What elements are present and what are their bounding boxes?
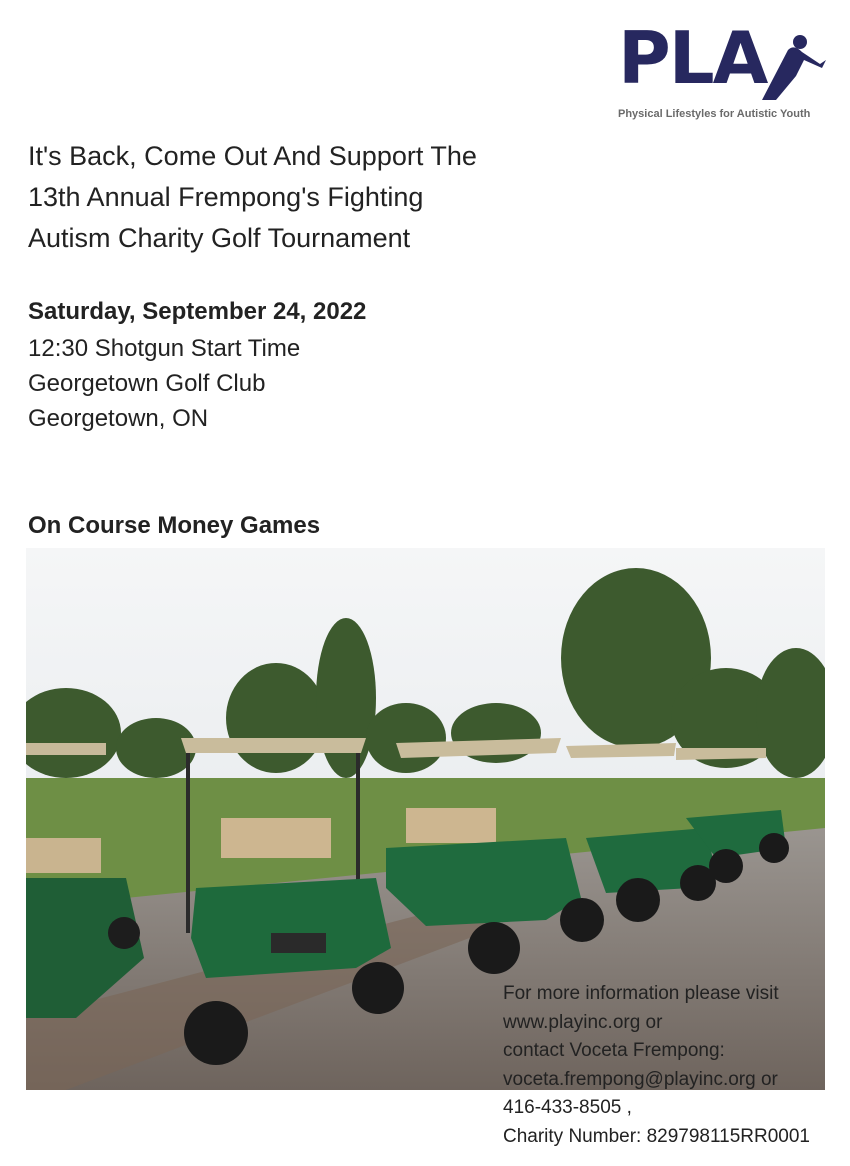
event-venue: Georgetown Golf Club <box>28 370 266 397</box>
headline-line: Autism Charity Golf Tournament <box>28 223 411 253</box>
logo-tagline: Physical Lifestyles for Autistic Youth <box>618 108 811 120</box>
contact-info <box>503 980 848 1151</box>
logo-wordmark: PLA <box>618 16 767 100</box>
email-link[interactable]: voceta.frempong@playinc.org or <box>503 1068 778 1090</box>
info-line: For more information please visit <box>503 983 779 1004</box>
info-line: contact Voceta Frempong: <box>503 1040 725 1061</box>
running-figure-icon <box>760 30 830 100</box>
event-start-time: 12:30 Shotgun Start Time <box>28 335 301 362</box>
headline-line: 13th Annual Frempong's Fighting <box>28 182 424 212</box>
event-date: Saturday, September 24, 2022 <box>28 298 367 325</box>
charity-number: Charity Number: 829798115RR0001 <box>503 1125 810 1147</box>
website-link[interactable]: www.playinc.org or <box>503 1011 663 1033</box>
phone-number: 416-433-8505 , <box>503 1097 632 1118</box>
games-heading: On Course Money Games <box>28 512 321 539</box>
event-city: Georgetown, ON <box>28 405 209 432</box>
headline-line: It's Back, Come Out And Support The <box>28 141 477 171</box>
headline <box>28 136 568 259</box>
play-logo <box>612 16 827 124</box>
